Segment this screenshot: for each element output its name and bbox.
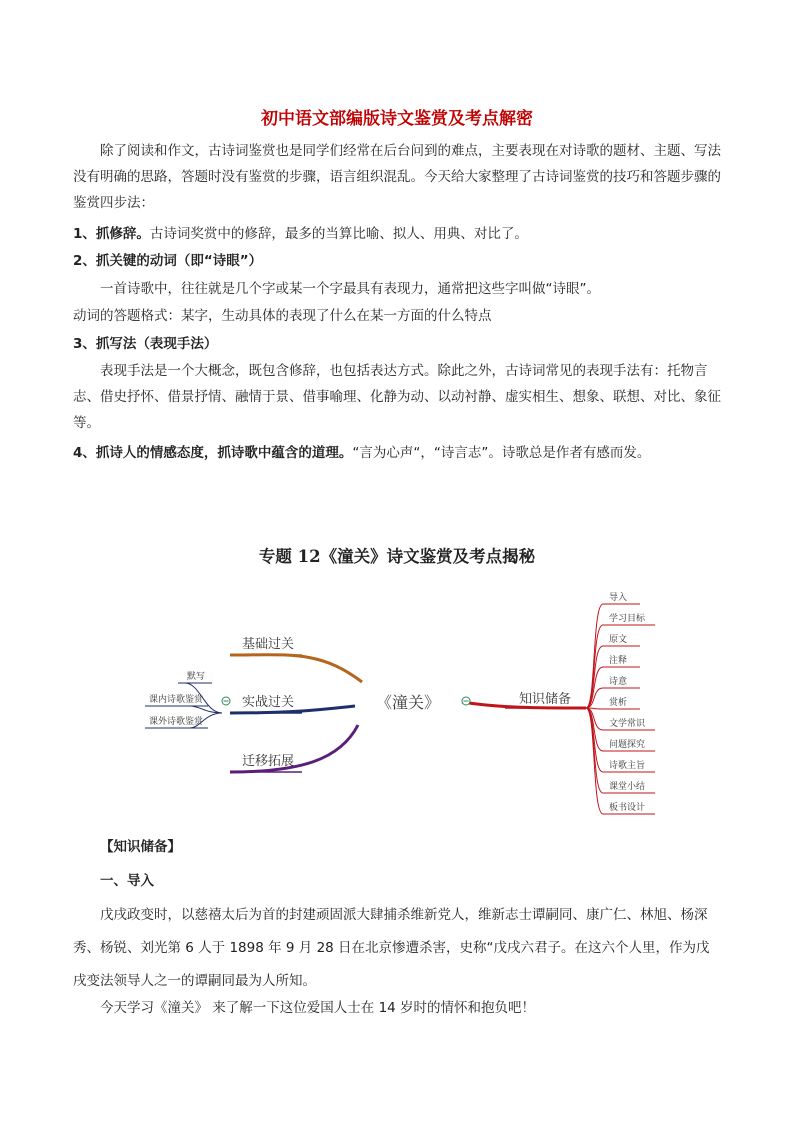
node-extend: 迁移拓展 — [241, 754, 295, 769]
section-label: 【知识储备】 — [100, 839, 181, 855]
right-sub-2: 原文 — [609, 635, 628, 645]
section-4-heading: 4、抓诗人的情感态度，抓诗歌中蕴含的道理。 — [73, 445, 353, 461]
sub-node-2: 课内诗歌鉴赏 — [148, 695, 204, 705]
intro-heading: 一、导入 — [100, 873, 154, 889]
section-2-heading: 2、抓关键的动词（即“诗眼”） — [73, 253, 263, 269]
branch-basic — [230, 655, 362, 682]
right-sub-10: 板书设计 — [609, 803, 646, 813]
intro-closing-paragraph: 今天学习《潼关》 来了解一下这位爱国人士在 14 岁时的情怀和抱负吧！ — [100, 1000, 536, 1016]
section-2-format: 动词的答题格式：某字，生动具体的表现了什么在某一方面的什么特点 — [73, 308, 492, 324]
right-sub-3: 注释 — [609, 656, 628, 666]
topic-title: 专题 12《潼关》诗文鉴赏及考点揭秘 — [258, 547, 536, 566]
node-knowledge: 知识储备 — [518, 692, 572, 707]
node-practice: 实战过关 — [241, 695, 295, 710]
intro-paragraph: 除了阅读和作文，古诗词鉴赏也是同学们经常在后台问到的难点，主要表现在对诗歌的题材、主题、写法没有明确的思路，答题时没有鉴赏的步骤，语言组织混乱。今天给大家整理了古诗词鉴赏的技巧和答题步骤的鉴赏四步法： — [73, 143, 721, 211]
section-3-text: 表现手法是一个大概念，既包含修辞，也包括表达方式。除此之外，古诗词常见的表现手法有：托物言志、借史抒怀、借景抒情、融情于景、借事喻理、化静为动、以动衬静、虚实相生、想象、联想、对比、象征等。 — [73, 363, 721, 431]
right-sub-4: 诗意 — [609, 677, 628, 687]
right-sub-7: 问题探究 — [609, 740, 646, 750]
sub-node-1: 默写 — [186, 672, 206, 682]
section-1 — [73, 221, 723, 247]
right-sub-1: 学习目标 — [609, 614, 646, 624]
right-sub-6: 文学常识 — [609, 719, 646, 729]
right-sub-0: 导入 — [609, 593, 628, 603]
section-4 — [73, 440, 723, 466]
section-2-text: 一首诗歌中，往往就是几个字或某一个字最具有表现力，通常把这些字叫做“诗眼”。 — [100, 281, 600, 297]
collapse-toggle-practice[interactable] — [222, 697, 230, 705]
sub-node-3: 课外诗歌鉴赏 — [148, 717, 204, 727]
node-basic: 基础过关 — [241, 637, 295, 652]
section-3-heading: 3、抓写法（表现手法） — [73, 336, 218, 352]
mind-map-center: 《潼关》 — [375, 693, 441, 712]
right-sub-9: 课堂小结 — [609, 782, 646, 792]
mind-map — [0, 580, 794, 820]
right-sub-8: 诗歌主旨 — [609, 761, 646, 771]
right-sub-5: 赏析 — [609, 698, 628, 708]
section-1-heading: 1、抓修辞。 — [73, 226, 150, 242]
page-title: 初中语文部编版诗文鉴赏及考点解密 — [261, 109, 533, 129]
intro-body-paragraph: 戊戌政变时，以慈禧太后为首的封建顽固派大肆捕杀维新党人，维新志士谭嗣同、康广仁、林旭、杨深秀、杨锐、刘光第 6 人于 1898 年 9 月 28 日在北京惨遭杀害，史称“戊戌六君子。在这六个人里，作为戊戌变法领导人之一的谭嗣同最为人所知。 — [73, 907, 710, 989]
section-1-text: 古诗词奖赏中的修辞，最多的当算比喻、拟人、用典、对比了。 — [149, 226, 528, 242]
section-4-text: “言为心声“，“诗言志”。诗歌总是作者有感而发。 — [352, 445, 651, 461]
collapse-toggle-knowledge[interactable] — [462, 697, 470, 705]
